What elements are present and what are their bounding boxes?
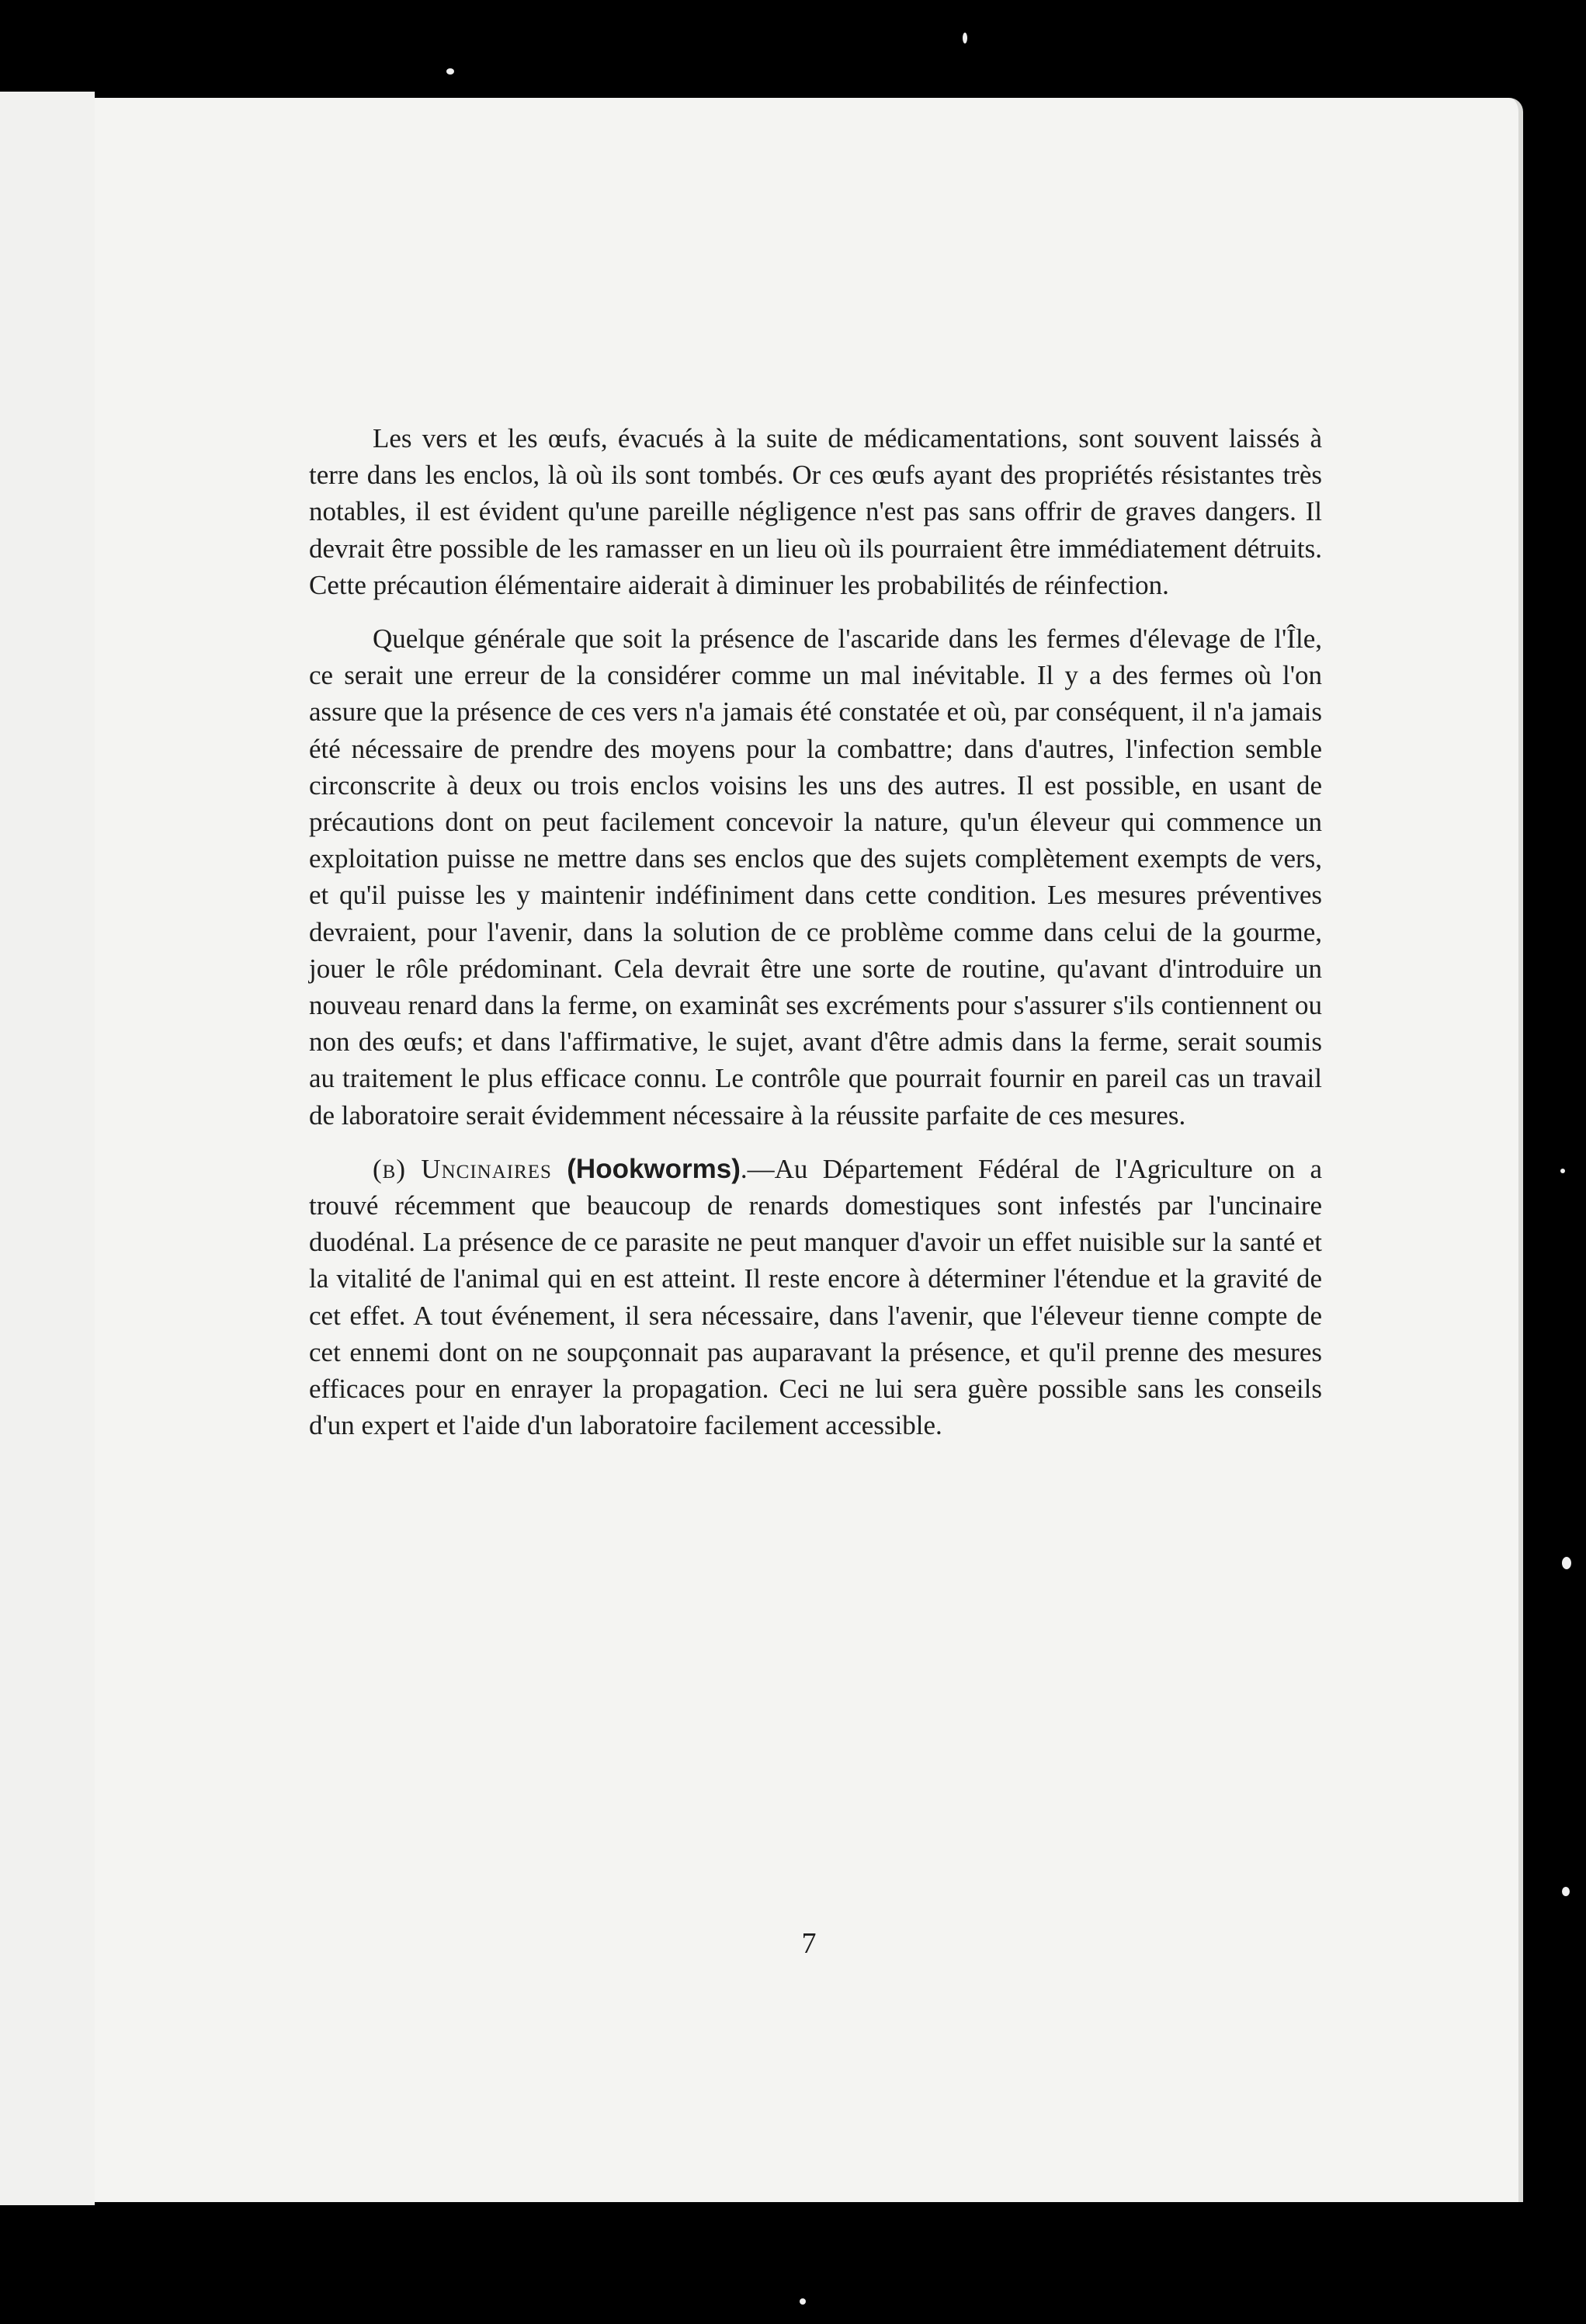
body-text [309, 420, 1322, 1461]
scan-speck [1562, 1887, 1570, 1896]
scan-speck [963, 33, 967, 43]
scan-speck [1562, 1557, 1571, 1569]
section-heading: Uncinaires [421, 1153, 552, 1184]
paragraph-reinfection: Les vers et les œufs, évacués à la suite de médicamentations, sont souvent laissés à terre dans les enclos, là où ils sont tombés. Or ces œufs ayant des propriétés résistantes très notables, il est évident qu'une pareille négligence n'est pas sans offrir de graves dangers. Il devrait être possible de les ramasser en un lieu où ils pourraient être immédiatement détruits. Cette précaution élémentaire aiderait à diminuer les probabilités de réinfection. [309, 423, 1322, 600]
scan-speck [800, 2298, 806, 2305]
scan-speck [446, 68, 454, 75]
section-body: .—Au Département Fédéral de l'Agriculture on a trouvé récemment que beaucoup de renards domestiques sont infestés par l'uncinaire duodénal. La présence de ce parasite ne peut manquer d'avoir un effet nuisible sur la santé et la vitalité de l'animal qui en est atteint. Il reste encore à déterminer l'étendue et la gravité de cet effet. A tout événement, il sera nécessaire, dans l'avenir, que l'éleveur tienne compte de cet ennemi dont on ne soupçonnait pas auparavant la présence, et qu'il prenne des mesures efficaces pour en enrayer la propagation. Ceci ne lui sera guère possible sans les conseils d'un expert et l'aide d'un laboratoire facilement accessible. [309, 1153, 1322, 1441]
scan-speck [1560, 1169, 1565, 1173]
paragraph-ascaride: Quelque générale que soit la présence de l'ascaride dans les fermes d'élevage de l'Île, ce serait une erreur de la considérer comme un mal inévitable. Il y a des fermes où l'on assure que la présence de ces vers n'a jamais été constatée et où, par conséquent, il n'a jamais été nécessaire de prendre des moyens pour la combattre; dans d'autres, l'infection semble circonscrite à deux ou trois enclos voisins les uns des autres. Il est possible, en usant de précautions dont on peut facilement concevoir la nature, qu'un éleveur qui commence un exploitation puisse ne mettre dans ses enclos que des sujets complètement exempts de vers, et qu'il puisse les y maintenir indéfiniment dans cette condition. Les mesures préventives devraient, pour l'avenir, dans la solution de ce problème comme dans celui de la gourme, jouer le rôle prédominant. Cela devrait être une sorte de routine, qu'avant d'introduire un nouveau renard dans la ferme, on examinât ses excréments pour s'assurer s'ils contiennent ou non des œufs; et dans l'affirmative, le sujet, avant d'être admis dans la ferme, serait soumis au traitement le plus efficace connu. Le contrôle que pourrait fournir en pareil cas un travail de laboratoire serait évidemment nécessaire à la réussite parfaite de ces mesures. [309, 624, 1322, 1131]
page-number: 7 [801, 1927, 817, 1960]
paragraph-uncinaires [309, 1151, 1322, 1444]
document-page [95, 98, 1523, 2202]
section-marker: (b) [373, 1153, 406, 1184]
facing-page-edge [0, 92, 95, 2205]
english-term: (Hookworms) [567, 1153, 741, 1184]
